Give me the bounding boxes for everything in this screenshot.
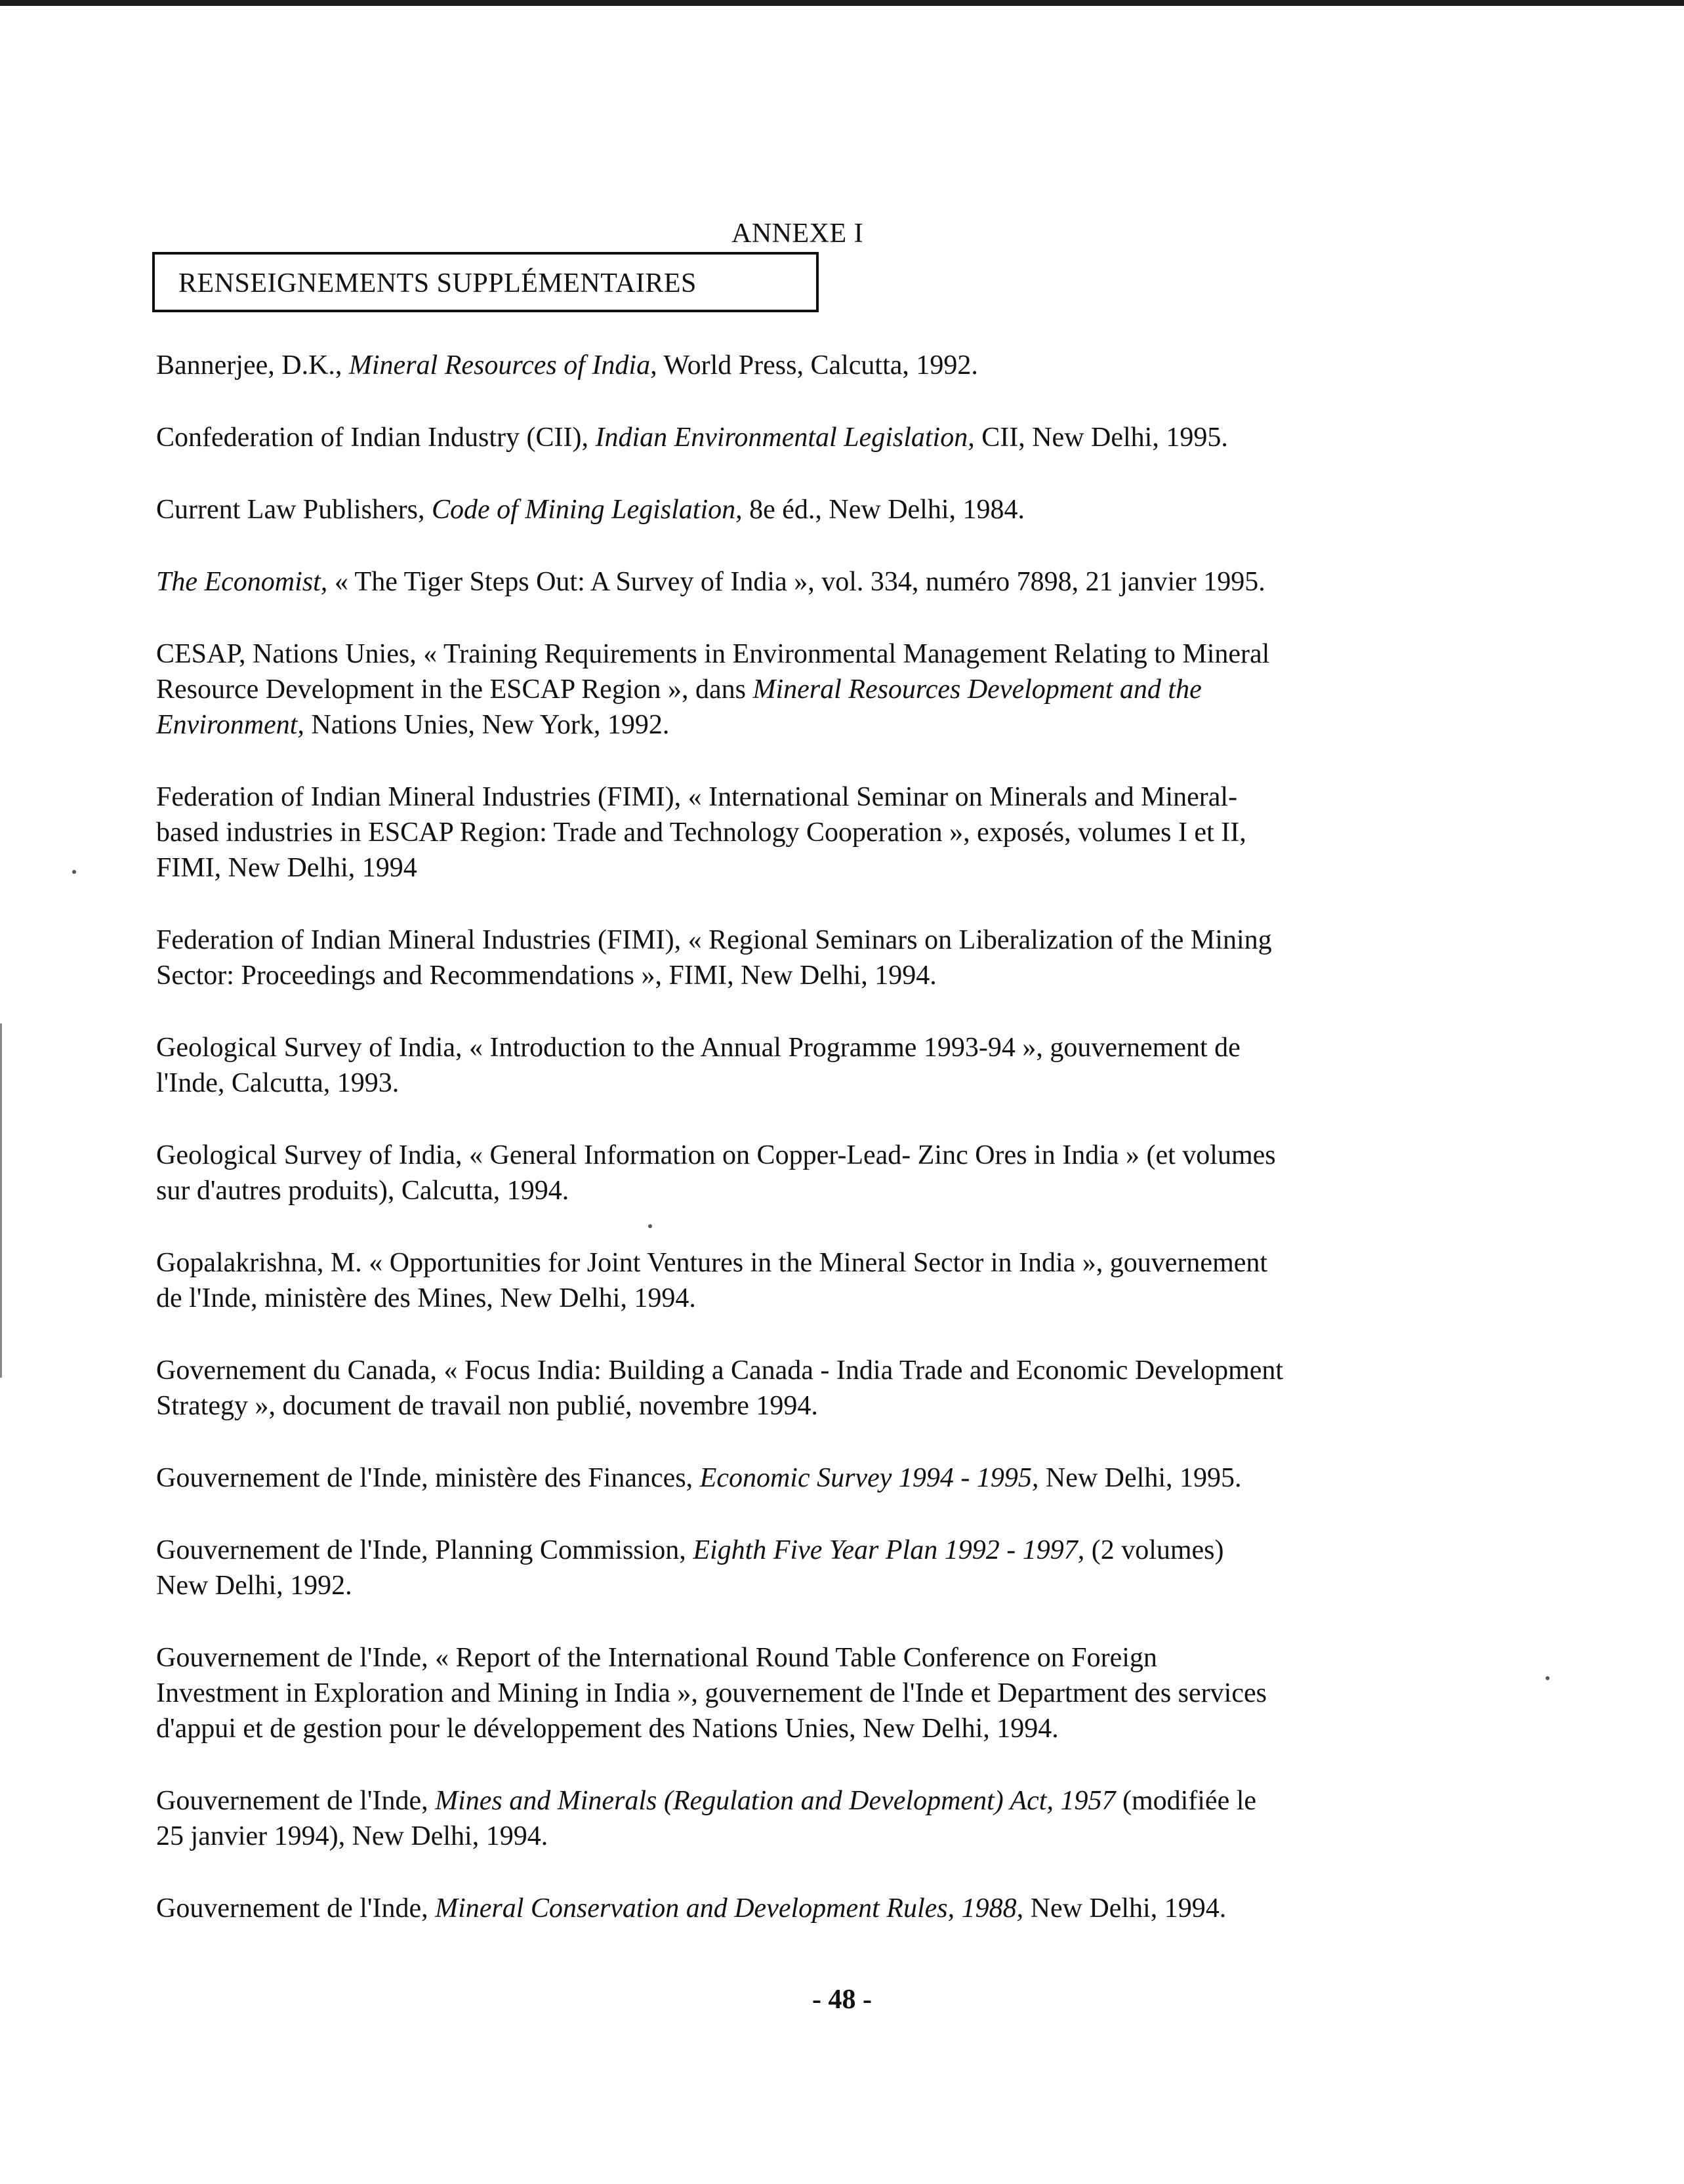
reference-text: Nations Unies, New York, 1992. (304, 710, 670, 740)
reference-text: Sector: Proceedings and Recommendations », FIMI, New Delhi, 1994. (156, 960, 937, 991)
reference-text: FIMI, New Delhi, 1994 (156, 853, 417, 883)
reference-line (156, 1138, 1468, 1173)
reference-line (156, 636, 1468, 672)
reference-text: New Delhi, 1995. (1038, 1463, 1242, 1493)
reference-text: « The Tiger Steps Out: A Survey of India », vol. 334, numéro 7898, 21 janvier 1995. (327, 567, 1265, 597)
reference-text: Confederation of Indian Industry (CII), (156, 422, 596, 453)
reference-line (156, 958, 1468, 993)
reference-title-text: Mines and Minerals (Regulation and Development) Act, 1957 (435, 1786, 1116, 1816)
reference-line (156, 779, 1468, 815)
reference-line (156, 1533, 1468, 1568)
reference-entry (156, 1783, 1468, 1854)
reference-entry (156, 779, 1468, 886)
reference-entry (156, 1533, 1468, 1603)
reference-list (156, 348, 1468, 1963)
reference-line (156, 1281, 1468, 1316)
reference-text: World Press, Calcutta, 1992. (657, 350, 978, 381)
scan-edge-top (0, 0, 1684, 6)
reference-line (156, 672, 1468, 707)
reference-title-text: Code of Mining Legislation, (431, 495, 743, 525)
reference-entry (156, 1891, 1468, 1926)
reference-line (156, 348, 1468, 383)
scan-edge-left (0, 1023, 2, 1378)
reference-text: Geological Survey of India, « Introduction to the Annual Programme 1993-94 », gouvernement de (156, 1033, 1241, 1063)
reference-text: CESAP, Nations Unies, « Training Requirements in Environmental Management Relating to Mineral (156, 639, 1270, 669)
reference-title-text: Mineral Resources of India, (348, 350, 657, 381)
reference-line (156, 707, 1468, 743)
reference-text: New Delhi, 1992. (156, 1571, 352, 1601)
reference-text: l'Inde, Calcutta, 1993. (156, 1068, 400, 1098)
reference-entry (156, 420, 1468, 455)
reference-entry (156, 1640, 1468, 1746)
reference-text: (2 volumes) (1084, 1535, 1224, 1565)
reference-entry (156, 1138, 1468, 1208)
reference-title-text: Economic Survey 1994 - 1995, (699, 1463, 1039, 1493)
reference-entry (156, 564, 1468, 600)
reference-title-text: Eighth Five Year Plan 1992 - 1997, (693, 1535, 1085, 1565)
reference-text: Gouvernement de l'Inde, (156, 1893, 436, 1924)
reference-entry (156, 1245, 1468, 1316)
reference-text: Gouvernement de l'Inde, Planning Commission, (156, 1535, 693, 1565)
reference-text: 8e éd., New Delhi, 1984. (742, 495, 1025, 525)
section-title-box (152, 252, 819, 312)
reference-line (156, 1245, 1468, 1281)
reference-title-text: Indian Environmental Legislation, (595, 422, 975, 453)
reference-line (156, 1065, 1468, 1101)
reference-text: Bannerjee, D.K., (156, 350, 349, 381)
reference-line (156, 1640, 1468, 1676)
reference-line (156, 1173, 1468, 1208)
scan-speck (72, 870, 76, 874)
reference-entry (156, 636, 1468, 743)
reference-text: Gouvernement de l'Inde, « Report of the International Round Table Conference on Foreign (156, 1643, 1157, 1673)
reference-entry (156, 922, 1468, 993)
reference-title-text: Environment, (156, 710, 304, 740)
reference-entry (156, 1030, 1468, 1101)
reference-text: Governement du Canada, « Focus India: Building a Canada - India Trade and Economic Development (156, 1355, 1284, 1386)
reference-line (156, 1460, 1468, 1496)
reference-line (156, 1030, 1468, 1065)
reference-line (156, 1783, 1468, 1819)
reference-text: (modifiée le (1115, 1786, 1257, 1816)
reference-text: Investment in Exploration and Mining in India », gouvernement de l'Inde et Department des services (156, 1678, 1267, 1708)
reference-line (156, 815, 1468, 850)
reference-entry (156, 492, 1468, 527)
reference-title-text: Mineral Conservation and Development Rules, 1988, (435, 1893, 1024, 1924)
reference-text: Federation of Indian Mineral Industries (FIMI), « International Seminar on Minerals and Mineral- (156, 782, 1238, 812)
reference-line (156, 1388, 1468, 1424)
reference-text: 25 janvier 1994), New Delhi, 1994. (156, 1821, 548, 1851)
reference-line (156, 1711, 1468, 1746)
reference-text: Gouvernement de l'Inde, (156, 1786, 436, 1816)
reference-text: d'appui et de gestion pour le développement des Nations Unies, New Delhi, 1994. (156, 1714, 1059, 1744)
reference-line (156, 1353, 1468, 1388)
reference-line (156, 1676, 1468, 1711)
reference-text: de l'Inde, ministère des Mines, New Delhi, 1994. (156, 1283, 696, 1313)
annex-label: ANNEXE I (731, 218, 864, 249)
reference-title-text: Mineral Resources Development and the (752, 674, 1202, 705)
reference-title-text: The Economist, (156, 567, 328, 597)
reference-text: Federation of Indian Mineral Industries (FIMI), « Regional Seminars on Liberalization of the Mining (156, 925, 1272, 955)
reference-text: Strategy », document de travail non publié, novembre 1994. (156, 1391, 818, 1421)
reference-text: based industries in ESCAP Region: Trade and Technology Cooperation », exposés, volumes I et II, (156, 817, 1246, 848)
reference-text: Gopalakrishna, M. « Opportunities for Joint Ventures in the Mineral Sector in India », gouvernement (156, 1248, 1268, 1278)
reference-entry (156, 348, 1468, 383)
reference-line (156, 564, 1468, 600)
reference-text: Current Law Publishers, (156, 495, 432, 525)
reference-line (156, 1819, 1468, 1854)
section-title: RENSEIGNEMENTS SUPPLÉMENTAIRES (178, 268, 697, 299)
scan-speck (1546, 1676, 1550, 1680)
reference-line (156, 420, 1468, 455)
reference-line (156, 922, 1468, 958)
reference-text: sur d'autres produits), Calcutta, 1994. (156, 1176, 569, 1206)
reference-entry (156, 1353, 1468, 1424)
reference-line (156, 1891, 1468, 1926)
reference-text: Resource Development in the ESCAP Region », dans (156, 674, 753, 705)
reference-text: Geological Survey of India, « General Information on Copper-Lead- Zinc Ores in India » (et volumes (156, 1140, 1276, 1170)
page-number: - 48 - (812, 1985, 872, 2015)
reference-text: New Delhi, 1994. (1023, 1893, 1227, 1924)
reference-text: CII, New Delhi, 1995. (974, 422, 1228, 453)
reference-text: Gouvernement de l'Inde, ministère des Finances, (156, 1463, 700, 1493)
reference-line (156, 492, 1468, 527)
reference-entry (156, 1460, 1468, 1496)
reference-line (156, 1568, 1468, 1603)
reference-line (156, 850, 1468, 886)
